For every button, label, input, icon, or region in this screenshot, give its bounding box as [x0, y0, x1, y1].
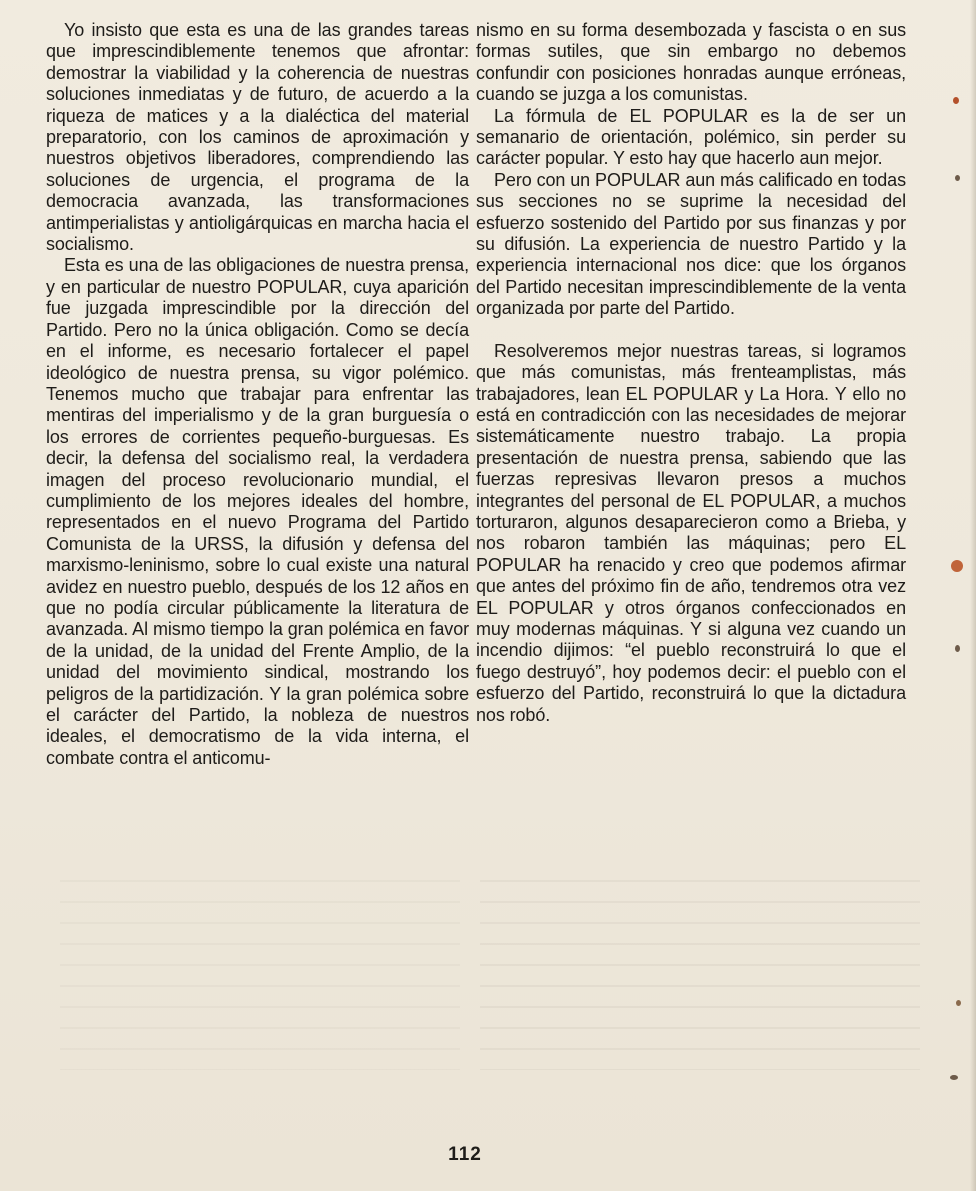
margin-mark [953, 97, 959, 104]
paragraph: Pero con un POPULAR aun más calificado en todas sus secciones no se suprime la necesidad del esfuerzo sostenido del Partido por sus finanzas y por su difusión. La experiencia de nuestro Partido y la experiencia internacional nos dice: que los órganos del Partido necesitan imprescindiblemente de la venta organizada por parte del Partido. [476, 169, 906, 319]
paragraph: Yo insisto que esta es una de las grandes tareas que imprescindiblemente tenemos que afrontar: demostrar la viabilidad y la coherencia de nuestras soluciones inmediatas y de futuro, de acuerdo a la riqueza de matices y a la dialéctica del material preparatorio, con los caminos de aproximación y nuestros objetivos liberadores, comprendiendo las soluciones de urgencia, el programa de la democracia avanzada, las transformaciones antimperialistas y antioligárquicas en marcha hacia el socialismo. [46, 20, 469, 255]
page-number: 112 [448, 1144, 482, 1165]
page-edge-shadow [970, 0, 976, 1191]
paragraph-closing: Resolveremos mejor nuestras tareas, si logramos que más comunistas, más frenteamplistas, más trabajadores, lean EL POPULAR y La Hora. Y ello no está en contradicción con las necesidades de mejorar sistemáticamente nuestro trabajo. La propia presentación de nuestra prensa, sabiendo que las fuerzas represivas llevaron presos a muchos integrantes del personal de EL POPULAR, a muchos torturaron, algunos desaparecieron como a Brieba, y nos robaron también las máquinas; pero EL POPULAR ha renacido y creo que podemos afirmar que antes del próximo fin de año, tendremos otra vez EL POPULAR y otros órganos confeccionados en muy modernas máquinas. Y si alguna vez cuando un incendio dijimos: “el pueblo reconstruirá lo que el fuego destruyó”, hoy podemos decir: el pueblo con el esfuerzo del Partido, reconstruirá lo que la dictadura nos robó. [476, 340, 906, 725]
margin-mark [955, 645, 960, 652]
right-column [476, 20, 906, 726]
paragraph: La fórmula de EL POPULAR es la de ser un semanario de orientación, polémico, sin perder su carácter popular. Y esto hay que hacerlo aun mejor. [476, 105, 906, 169]
margin-mark [955, 175, 960, 181]
show-through-text-right [480, 880, 920, 1070]
margin-mark [951, 560, 963, 572]
show-through-text-left [60, 880, 460, 1070]
margin-mark [956, 1000, 961, 1006]
paragraph: Esta es una de las obligaciones de nuestra prensa, y en particular de nuestro POPULAR, cuya aparición fue juzgada imprescindible por la dirección del Partido. Pero no la única obligación. Como se decía en el informe, es necesario fortalecer el papel ideológico de nuestra prensa, su vigor polémico. Tenemos mucho que trabajar para enfrentar las mentiras del imperialismo y de la gran burguesía o los errores de corrientes pequeño-burguesas. Es decir, la defensa del socialismo real, la verdadera imagen del proceso revolucionario mundial, el cumplimiento de los mejores ideales del hombre, representados en el nuevo Programa del Partido Comunista de la URSS, la difusión y defensa del marxismo-leninismo, sobre lo cual existe una natural avidez en nuestro pueblo, después de los 12 años en que no podía circular públicamente la literatura de avanzada. Al mismo tiempo la gran polémica en favor de la unidad, de la unidad del Frente Amplio, de la unidad del movimiento sindical, mostrando los peligros de la partidización. Y la gran polémica sobre el carácter del Partido, la nobleza de nuestros ideales, el democratismo de la vida interna, el combate contra el anticomu- [46, 255, 469, 768]
paragraph-continuation: nismo en su forma desembozada y fascista o en sus formas sutiles, que sin embargo no debemos confundir con posiciones honradas aunque erróneas, cuando se juzga a los comunistas. [476, 20, 906, 105]
left-column [46, 20, 469, 769]
margin-mark [950, 1075, 958, 1080]
